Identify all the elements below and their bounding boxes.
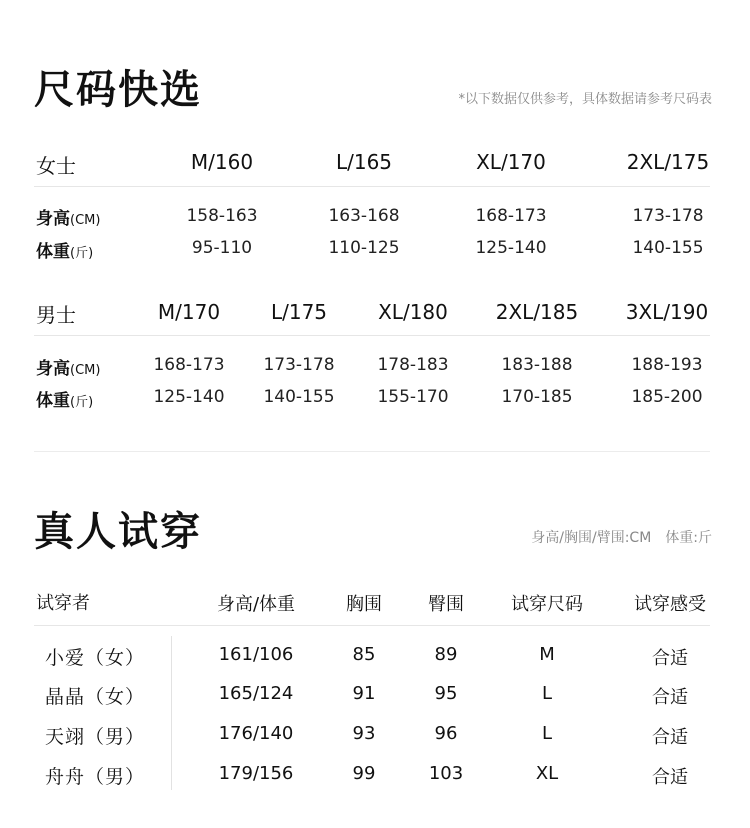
men-height-cell: 188-193 [631,355,703,375]
women-weight-cell: 140-155 [632,238,704,258]
men-size-header: 3XL/190 [625,300,709,324]
men-size-header: M/170 [157,300,221,324]
men-size-header: XL/180 [378,300,448,324]
women-size-header: M/160 [190,150,254,174]
men-weight-cell: 185-200 [631,387,703,407]
tryon-header-feel: 试穿感受 [634,594,706,615]
tryon-row-chest: 99 [352,763,376,784]
women-size-header: 2XL/175 [626,150,710,174]
men-height-cell: 178-183 [377,355,449,375]
men-height-cell: 183-188 [501,355,573,375]
tryon-row-chest: 91 [352,683,376,704]
tryon-row-hip: 89 [434,644,458,665]
men-weight-cell: 140-155 [263,387,335,407]
men-label: 男士 [36,303,76,327]
tryon-header-tester: 试穿者 [36,593,90,614]
size-section-title: 尺码快选 [34,67,202,113]
men-height-cell: 168-173 [153,355,225,375]
tryon-row-hip: 96 [434,723,458,744]
divider [34,625,710,626]
tryon-row-name: 晶晶（女） [45,686,146,708]
tryon-row-size: L [541,723,553,744]
women-height-cell: 168-173 [475,206,547,226]
tryon-row-hw: 179/156 [218,763,294,784]
tryon-row-hip: 103 [428,763,464,784]
women-size-header: XL/170 [476,150,546,174]
section-divider [34,451,710,452]
tryon-section-title: 真人试穿 [34,509,202,555]
size-section-note: *以下数据仅供参考，具体数据请参考尺码表 [458,92,712,107]
divider [34,335,710,336]
tryon-row-name: 小爱（女） [45,647,146,669]
men-height-cell: 173-178 [263,355,335,375]
tryon-row-size: XL [535,763,559,784]
tryon-header-height-weight: 身高/体重 [216,594,296,615]
women-height-cell: 163-168 [328,206,400,226]
tryon-section-note: 身高/胸围/臂围:CM 体重:斤 [531,530,712,546]
tryon-row-feel: 合适 [652,648,688,669]
tryon-row-hip: 95 [434,683,458,704]
women-height-cell: 158-163 [186,206,258,226]
tryon-row-size: M [539,644,555,665]
tryon-row-chest: 93 [352,723,376,744]
tryon-row-name: 天翊（男） [45,726,146,748]
men-size-header: L/175 [270,300,328,324]
divider [34,186,710,187]
tryon-row-hw: 176/140 [218,723,294,744]
tryon-row-feel: 合适 [652,727,688,748]
tryon-row-feel: 合适 [652,767,688,788]
men-weight-cell: 125-140 [153,387,225,407]
tryon-row-size: L [541,683,553,704]
men-height-label: 身高(CM) [36,359,101,379]
men-size-header: 2XL/185 [495,300,579,324]
tryon-header-chest: 胸围 [346,594,382,615]
men-weight-label: 体重(斤) [36,391,94,411]
women-weight-cell: 125-140 [475,238,547,258]
women-height-cell: 173-178 [632,206,704,226]
tryon-header-hip: 臀围 [428,594,464,615]
men-weight-cell: 155-170 [377,387,449,407]
tryon-row-hw: 165/124 [218,683,294,704]
women-weight-cell: 110-125 [328,238,400,258]
women-weight-label: 体重(斤) [36,242,94,262]
column-divider [171,636,172,790]
women-height-label: 身高(CM) [36,209,101,229]
tryon-row-name: 舟舟（男） [45,766,146,788]
women-label: 女士 [36,154,76,178]
women-weight-cell: 95-110 [191,238,253,258]
women-size-header: L/165 [335,150,393,174]
tryon-row-chest: 85 [352,644,376,665]
tryon-row-feel: 合适 [652,687,688,708]
tryon-row-hw: 161/106 [218,644,294,665]
men-weight-cell: 170-185 [501,387,573,407]
tryon-header-size: 试穿尺码 [511,594,583,615]
